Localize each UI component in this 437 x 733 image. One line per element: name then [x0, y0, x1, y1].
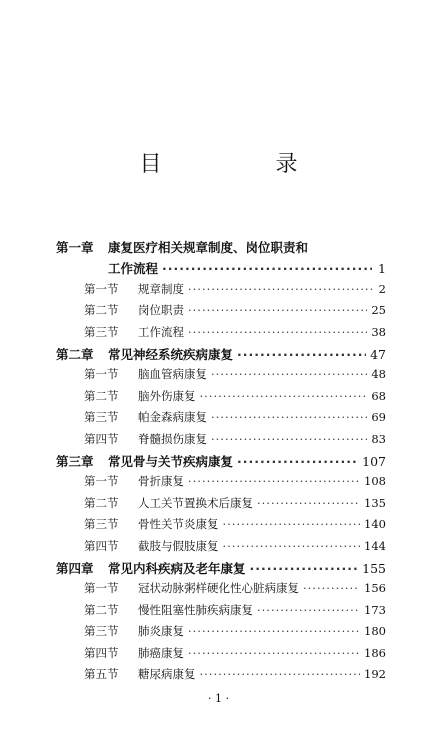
toc-entry-label: 脑血管病康复	[138, 367, 207, 382]
toc-leader-dots	[200, 389, 368, 403]
toc-leader-dots	[211, 410, 367, 424]
toc-section-row[interactable]	[84, 623, 386, 639]
toc-entry-label: 岗位职责	[138, 303, 184, 318]
toc-entry-label: 脑外伤康复	[138, 388, 196, 403]
toc-leader-dots	[257, 603, 360, 617]
toc-entry-number: 第三节	[84, 324, 119, 339]
toc-entry-number: 第二章	[56, 347, 94, 362]
toc-entry-label: 骨折康复	[138, 474, 184, 489]
toc-entry-number: 第三节	[84, 624, 119, 639]
toc-entry-label: 工作流程	[138, 324, 184, 339]
toc-entry-page: 48	[371, 367, 386, 382]
toc-entry-page: 69	[371, 410, 386, 425]
toc-leader-dots	[188, 303, 367, 317]
toc-leader-dots	[223, 517, 361, 531]
toc-entry-page: 38	[371, 324, 386, 339]
toc-entry-number: 第三章	[56, 454, 94, 469]
toc-entry-number: 第一节	[84, 281, 119, 296]
toc-section-row[interactable]	[84, 645, 386, 661]
toc-entry-page: 155	[362, 561, 386, 576]
toc-entry-label: 截肢与假肢康复	[138, 538, 219, 553]
toc-entry-page: 25	[371, 303, 386, 318]
toc-entry-number: 第二节	[84, 388, 119, 403]
toc-entry-label: 人工关节置换术后康复	[138, 495, 253, 510]
toc-entry-number: 第五节	[84, 667, 119, 681]
toc-entry-label: 规章制度	[138, 281, 184, 296]
toc-entry-page: 140	[364, 517, 386, 532]
toc-section-row[interactable]	[84, 580, 386, 596]
toc-entry-page: 47	[370, 347, 386, 362]
toc-entry-label: 常见骨与关节疾病康复	[108, 454, 234, 469]
toc-entry-label: 肺炎康复	[138, 624, 184, 639]
toc-leader-dots	[257, 496, 360, 510]
toc-entry-number: 第一章	[56, 240, 94, 255]
toc-section-row[interactable]	[84, 324, 386, 340]
toc-entry-number: 第二节	[84, 602, 119, 617]
toc-leader-dots	[162, 261, 372, 276]
toc-leader-dots	[223, 539, 361, 553]
toc-section-row[interactable]	[84, 431, 386, 447]
toc-leader-dots	[211, 432, 367, 446]
toc-section-row[interactable]	[84, 281, 386, 297]
toc-section-row[interactable]	[84, 495, 386, 511]
toc-section-row[interactable]	[84, 538, 386, 554]
toc-entry-number: 第四节	[84, 431, 119, 446]
toc-chapter-row[interactable]	[56, 238, 386, 256]
toc-leader-dots	[200, 667, 361, 681]
toc-entry-label: 糖尿病康复	[138, 667, 196, 681]
toc-entry-page: 173	[364, 602, 386, 617]
toc-entry-number: 第三节	[84, 410, 119, 425]
toc-entry-page: 180	[364, 624, 386, 639]
toc-entry-label: 冠状动脉粥样硬化性心脏病康复	[138, 581, 299, 596]
toc-chapter-row[interactable]	[56, 452, 386, 470]
toc-entry-label: 工作流程	[108, 261, 159, 277]
toc-leader-dots	[237, 454, 358, 469]
toc-leader-dots	[211, 367, 367, 381]
toc-leader-dots	[188, 325, 367, 339]
toc-entry-page: 68	[371, 388, 386, 403]
toc-entry-number: 第一节	[84, 367, 119, 382]
toc-entry-number: 第四节	[84, 645, 119, 660]
toc-entry-label: 脊髓损伤康复	[138, 431, 207, 446]
toc-section-row[interactable]	[84, 516, 386, 532]
toc-entry-label: 康复医疗相关规章制度、岗位职责和	[108, 240, 309, 255]
toc-leader-dots	[237, 347, 366, 362]
toc-leader-dots	[188, 474, 360, 488]
toc-chapter-row[interactable]	[56, 345, 386, 363]
toc-chapter-row[interactable]	[56, 559, 386, 577]
toc-leader-dots	[188, 646, 360, 660]
toc-section-row[interactable]	[84, 473, 386, 489]
page-number: · 1 ·	[208, 692, 229, 705]
toc-entry-page: 144	[364, 538, 386, 553]
toc-section-row[interactable]	[84, 388, 386, 404]
toc-entry-page: 2	[378, 281, 386, 296]
toc-entry-label: 慢性阻塞性肺疾病康复	[138, 602, 253, 617]
toc-entry-label: 常见神经系统疾病康复	[108, 347, 234, 362]
toc-leader-dots	[250, 561, 359, 576]
toc-entry-number: 第二节	[84, 495, 119, 510]
toc-entry-label: 肺癌康复	[138, 645, 184, 660]
toc-entry-number: 第二节	[84, 303, 119, 318]
toc-entry-label: 常见内科疾病及老年康复	[108, 561, 246, 576]
toc-entry-page: 1	[378, 261, 386, 277]
toc-section-row[interactable]	[84, 302, 386, 318]
toc-entry-page: 186	[364, 645, 386, 660]
page-title: 目 录	[139, 152, 344, 177]
toc-entry-label: 骨性关节炎康复	[138, 517, 219, 532]
toc-entry-page: 156	[364, 581, 386, 596]
toc-section-row[interactable]	[84, 666, 386, 682]
toc-entry-page: 108	[364, 474, 386, 489]
toc-section-row[interactable]	[84, 602, 386, 618]
toc-leader-dots	[303, 581, 360, 595]
toc-leader-dots	[188, 282, 372, 296]
toc-entry-page: 83	[371, 431, 386, 446]
toc-entry-page: 192	[364, 667, 386, 681]
toc-entry-number: 第三节	[84, 517, 119, 532]
toc-entry-number: 第一节	[84, 581, 119, 596]
toc-entry-number: 第四节	[84, 538, 119, 553]
toc-entry-label: 帕金森病康复	[138, 410, 207, 425]
toc-entry-number: 第四章	[56, 561, 94, 576]
toc-entry-page: 135	[364, 495, 386, 510]
toc-section-row[interactable]	[84, 409, 386, 425]
toc-entry-number: 第一节	[84, 474, 119, 489]
toc-chapter-row[interactable]	[108, 259, 386, 277]
toc-section-row[interactable]	[84, 366, 386, 382]
toc-entry-page: 107	[362, 454, 386, 469]
toc-leader-dots	[188, 624, 360, 638]
